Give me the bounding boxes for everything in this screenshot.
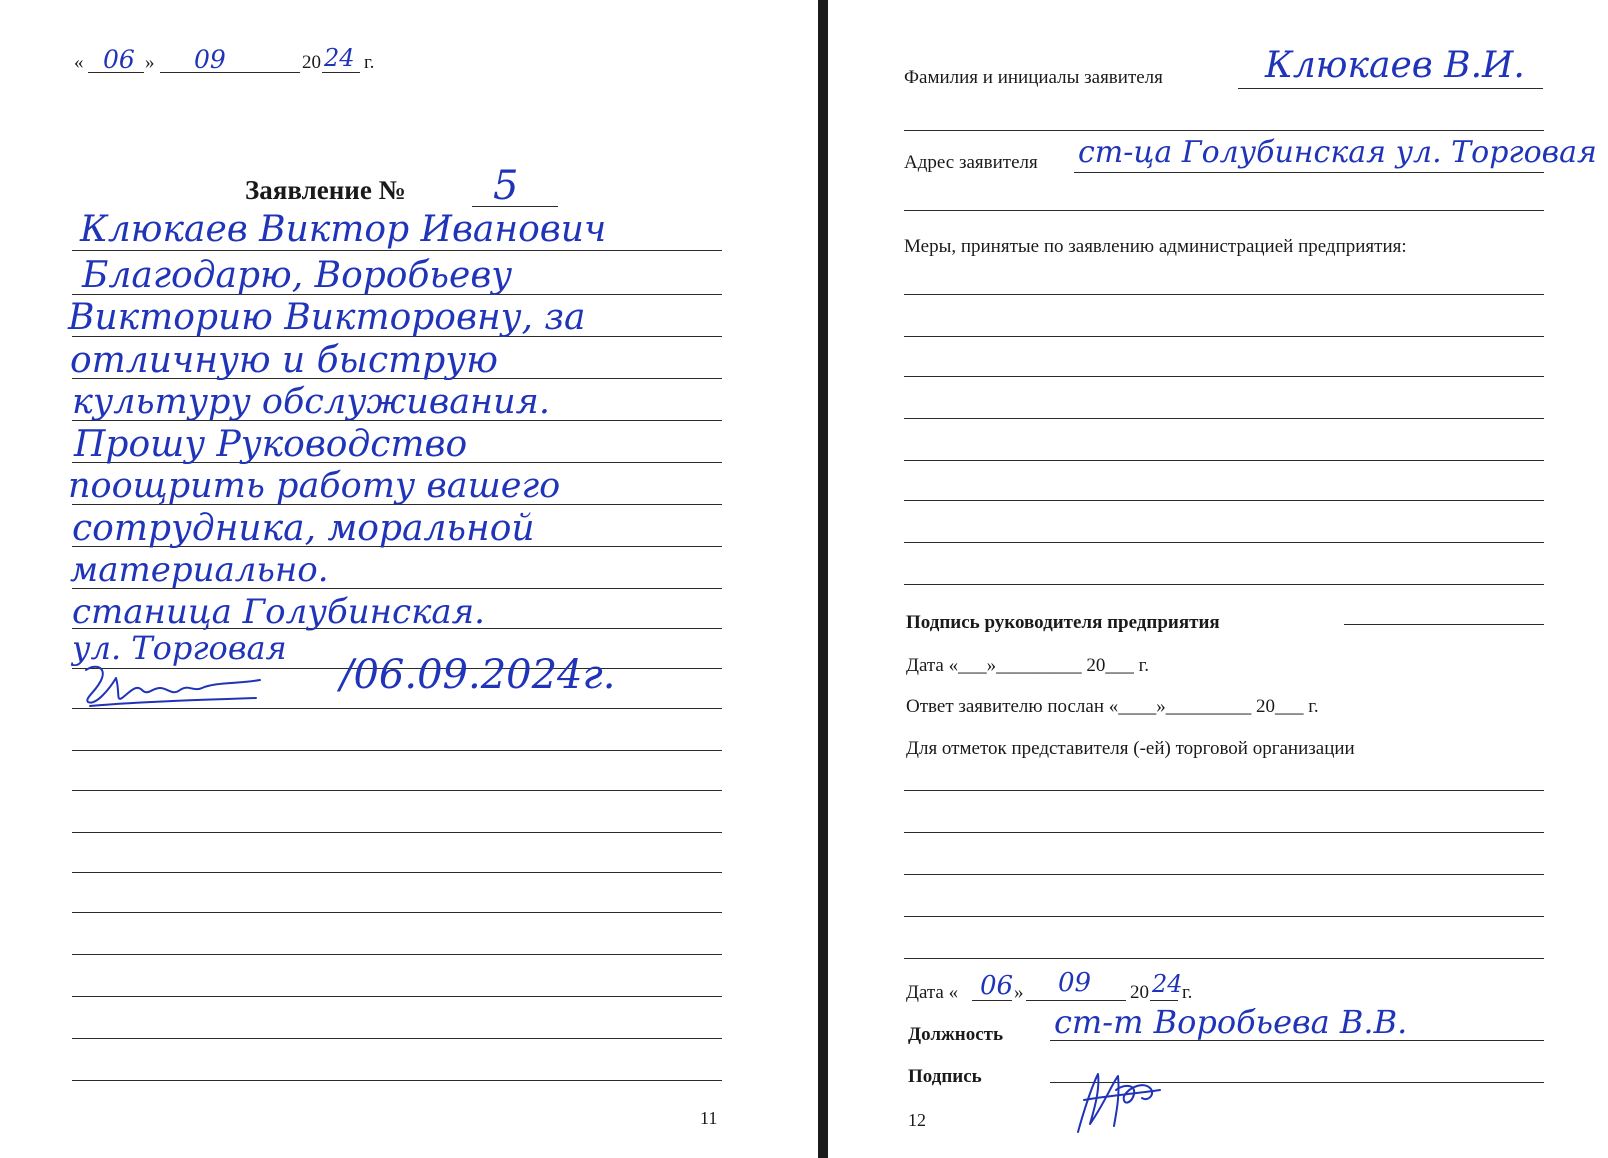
final-date-month-line xyxy=(1026,1000,1126,1001)
address-value: ст-ца Голубинская ул. Торговая xyxy=(1078,135,1597,170)
handwritten-line: отличную и быструю xyxy=(70,340,498,381)
date-quote-close: » xyxy=(145,52,155,73)
handwritten-line: Викторию Викторовну, за xyxy=(68,297,586,338)
ruled-line xyxy=(72,996,722,997)
handwritten-line: Клюкаев Виктор Иванович xyxy=(80,209,607,250)
date-year-prefix: 20 xyxy=(302,52,321,73)
ruled-line xyxy=(904,832,1544,833)
statement-number: 5 xyxy=(493,163,519,209)
date-year-suffix: 24 xyxy=(324,44,355,72)
right-page xyxy=(828,0,1608,1158)
position-label: Должность xyxy=(908,1024,1004,1045)
position-line xyxy=(1050,1040,1544,1041)
date-year-unit: г. xyxy=(364,52,375,73)
ruled-line xyxy=(904,542,1544,543)
final-date-year-prefix: 20 xyxy=(1130,982,1149,1003)
handwritten-line: материально. xyxy=(70,550,329,590)
address-label: Адрес заявителя xyxy=(904,152,1038,173)
statement-number-line xyxy=(472,206,558,207)
applicant-name-label: Фамилия и инициалы заявителя xyxy=(904,67,1163,88)
date-day: 06 xyxy=(103,45,135,74)
ruled-line xyxy=(904,874,1544,875)
applicant-name-line xyxy=(1238,88,1543,89)
ruled-line xyxy=(72,250,722,251)
page-number: 11 xyxy=(700,1108,718,1128)
ruled-line xyxy=(904,294,1544,295)
handwritten-line: культуру обслуживания. xyxy=(72,382,550,422)
ruled-line xyxy=(72,750,722,751)
ruled-line xyxy=(72,790,722,791)
ruled-line xyxy=(72,872,722,873)
date-year-line xyxy=(322,72,360,73)
ruled-line xyxy=(904,130,1544,131)
handwritten-line: ул. Торговая xyxy=(72,629,287,667)
ruled-line xyxy=(904,418,1544,419)
manager-signature-label: Подпись руководителя предприятия xyxy=(906,612,1220,633)
ruled-line xyxy=(904,336,1544,337)
position-value: ст-т Воробьева В.В. xyxy=(1054,1003,1408,1041)
date-line-1: Дата «___»_________ 20___ г. xyxy=(906,655,1150,676)
ruled-line xyxy=(904,210,1544,211)
date-month: 09 xyxy=(194,45,226,74)
date-month-line xyxy=(160,72,300,73)
final-date-unit: г. xyxy=(1182,982,1193,1003)
measures-label: Меры, принятые по заявлению администрацией предприятия: xyxy=(904,236,1407,257)
ruled-line xyxy=(904,790,1544,791)
final-date-year-line xyxy=(1150,1000,1178,1001)
ruled-line xyxy=(72,912,722,913)
book-spine xyxy=(818,0,828,1158)
ruled-line xyxy=(72,832,722,833)
ruled-line xyxy=(904,958,1544,959)
final-date-year-suffix: 24 xyxy=(1152,970,1183,998)
final-date-label: Дата « xyxy=(906,982,959,1003)
ruled-line xyxy=(904,460,1544,461)
ruled-line xyxy=(904,584,1544,585)
ruled-line xyxy=(72,1080,722,1081)
address-line xyxy=(1074,172,1544,173)
answer-sent-line: Ответ заявителю послан «____»_________ 20___ г. xyxy=(906,696,1319,717)
applicant-name-value: Клюкаев В.И. xyxy=(1265,45,1525,86)
signature-label: Подпись xyxy=(908,1066,982,1087)
final-date-month: 09 xyxy=(1058,968,1092,998)
statement-title: Заявление № xyxy=(245,175,406,205)
ruled-line xyxy=(72,1038,722,1039)
ruled-line xyxy=(904,500,1544,501)
final-date-day-line xyxy=(972,1000,1012,1001)
manager-signature-line xyxy=(1344,624,1544,625)
handwritten-line: станица Голубинская. xyxy=(72,592,485,632)
representative-notes-label: Для отметок представителя (-ей) торговой организации xyxy=(906,738,1355,759)
final-date-mid: » xyxy=(1014,982,1024,1003)
ruled-line xyxy=(904,916,1544,917)
handwritten-line: поощрить работу вашего xyxy=(68,466,561,506)
ruled-line xyxy=(72,954,722,955)
page-number: 12 xyxy=(908,1110,926,1130)
ruled-line xyxy=(904,376,1544,377)
handwritten-line: /06.09.2024г. xyxy=(340,652,616,698)
final-date-day: 06 xyxy=(980,971,1014,1001)
handwritten-line: Прошу Руководство xyxy=(74,424,468,465)
employee-signature xyxy=(1064,1060,1184,1140)
date-quote-open: « xyxy=(74,52,84,73)
handwritten-line: Благодарю, Воробьеву xyxy=(82,255,513,296)
handwritten-line: сотрудника, моральной xyxy=(72,508,535,549)
applicant-signature xyxy=(76,658,266,718)
